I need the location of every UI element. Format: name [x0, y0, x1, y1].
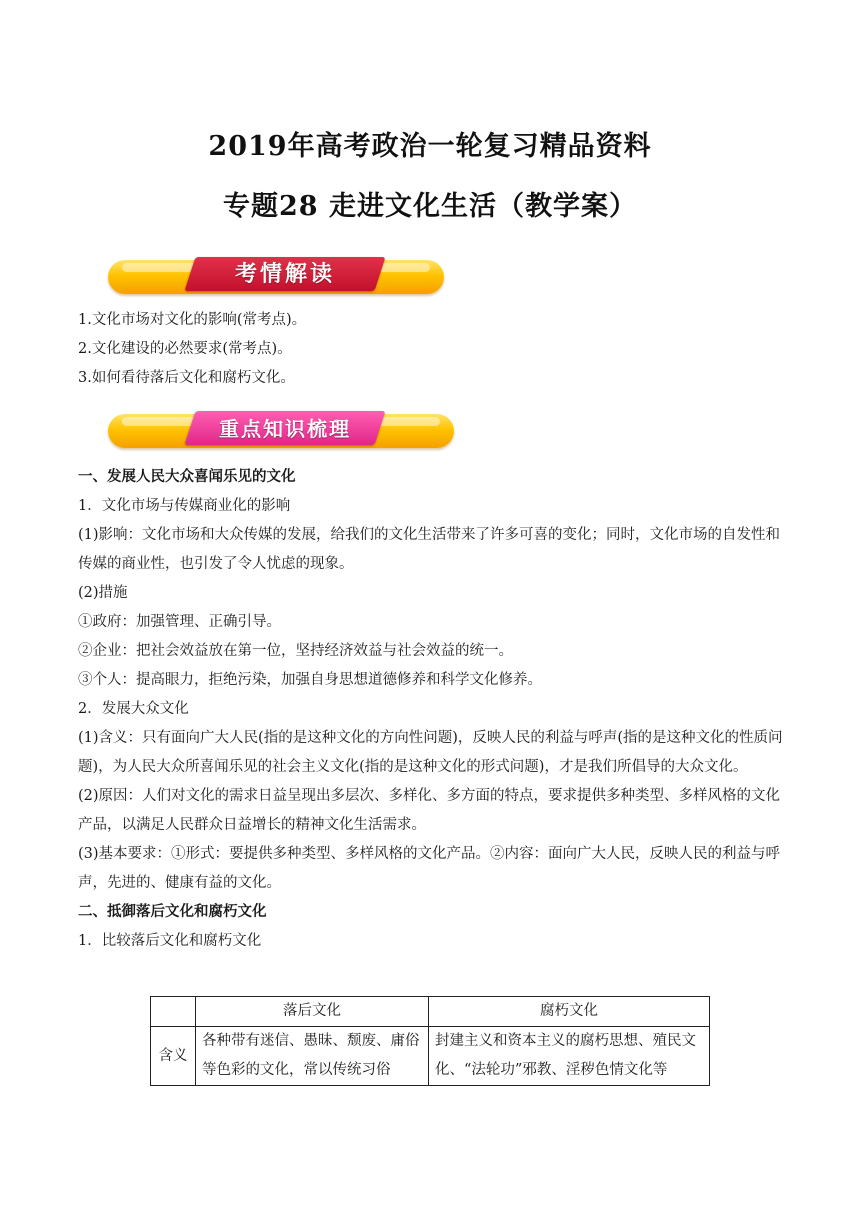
table-header: 腐朽文化 [429, 997, 710, 1027]
paragraph: ③个人：提高眼力，拒绝污染，加强自身思想道德修养和科学文化修养。 [78, 672, 542, 688]
banner-label: 考情解读 [234, 262, 335, 287]
subheading: 1．比较落后文化和腐朽文化 [78, 933, 262, 949]
exam-point-1: 1.文化市场对文化的影响(常考点)。 [78, 312, 307, 328]
paragraph: (2)措施 [78, 585, 128, 601]
table-header: 落后文化 [196, 997, 429, 1027]
section-1 [78, 463, 788, 956]
section-heading: 一、发展人民大众喜闻乐见的文化 [78, 469, 296, 485]
exam-points-list [78, 306, 788, 393]
paragraph: ①政府：加强管理、正确引导。 [78, 614, 281, 630]
banner-key-knowledge [108, 411, 454, 449]
table-row [151, 1027, 710, 1086]
banner-label: 重点知识梳理 [219, 417, 351, 441]
paragraph: ②企业：把社会效益放在第一位，坚持经济效益与社会效益的统一。 [78, 643, 513, 659]
paragraph: (1)影响：文化市场和大众传媒的发展，给我们的文化生活带来了许多可喜的变化；同时，文化市场的自发性和传媒的商业性，也引发了令人忧虑的现象。 [78, 527, 781, 572]
table-row [151, 997, 710, 1027]
comparison-table [150, 996, 710, 1086]
table-row-label: 含义 [151, 1027, 196, 1086]
paragraph: (1)含义：只有面向广大人民(指的是这种文化的方向性问题)，反映人民的利益与呼声(指的是这种文化的性质问题)，为人民大众所喜闻乐见的社会主义文化(指的是这种文化的形式问题)，才是我们所倡导的大众文化。 [78, 730, 783, 775]
table-cell: 各种带有迷信、愚昧、颓废、庸俗等色彩的文化，常以传统习俗 [196, 1027, 429, 1086]
exam-point-3: 3.如何看待落后文化和腐朽文化。 [78, 370, 295, 386]
table-cell: 封建主义和资本主义的腐朽思想、殖民文化、“法轮功”邪教、淫秽色情文化等 [429, 1027, 710, 1086]
table-cell-empty [151, 997, 196, 1027]
paragraph: (3)基本要求：①形式：要提供多种类型、多样风格的文化产品。②内容：面向广大人民，反映人民的利益与呼声，先进的、健康有益的文化。 [78, 846, 781, 891]
banner-exam-analysis [108, 257, 444, 295]
section-heading: 二、抵御落后文化和腐朽文化 [78, 904, 267, 920]
document-subtitle: 专题28 走进文化生活（教学案） [223, 191, 637, 222]
subheading: 2．发展大众文化 [78, 701, 189, 717]
subheading: 1．文化市场与传媒商业化的影响 [78, 498, 291, 514]
exam-point-2: 2.文化建设的必然要求(常考点)。 [78, 341, 292, 357]
document-title: 2019年高考政治一轮复习精品资料 [208, 131, 652, 162]
paragraph: (2)原因：人们对文化的需求日益呈现出多层次、多样化、多方面的特点，要求提供多种类型、多样风格的文化产品，以满足人民群众日益增长的精神文化生活需求。 [78, 788, 781, 833]
